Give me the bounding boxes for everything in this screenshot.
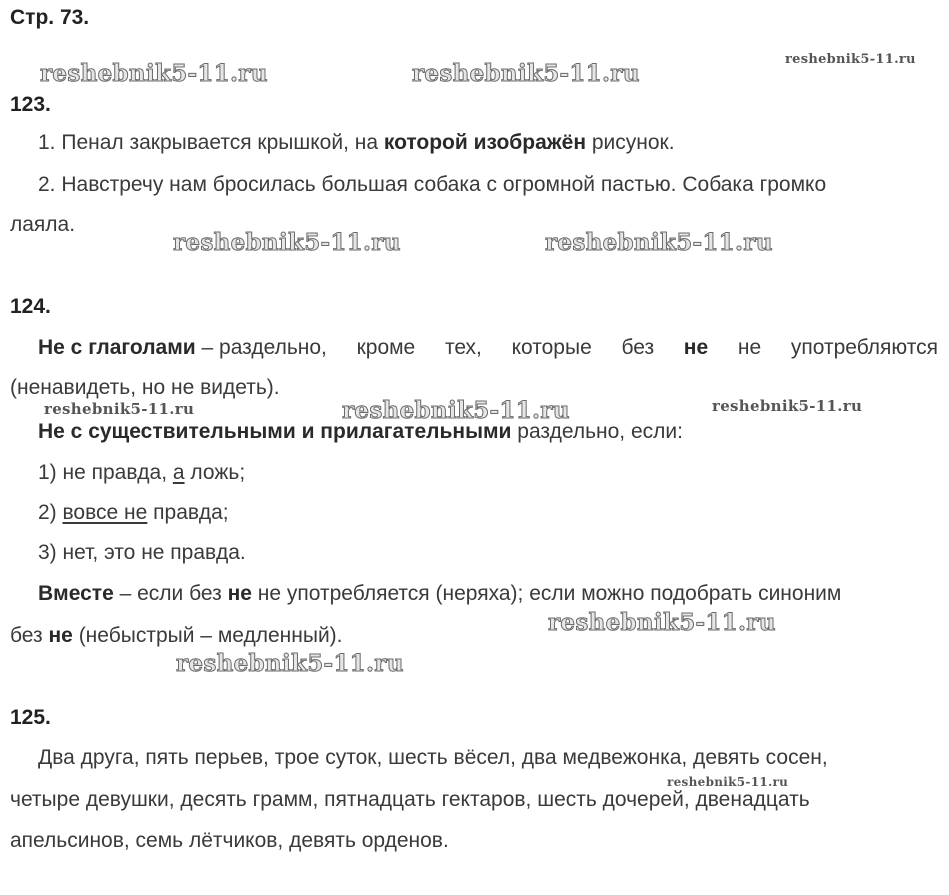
watermark: reshebnik5-11.ru [785,52,916,67]
rule-verbs-line-1: Не с глаголами – раздельно, кроме тех, которые без не не употребляются [38,336,938,359]
list-item: 3) нет, это не правда. [38,541,246,564]
answer-line-2: четыре девушки, десять грамм, пятнадцать гектаров, шесть дочерей, двенадцать [10,788,810,811]
list-item: 2) вовсе не правда; [38,501,229,524]
exercise-number: 124. [10,295,51,318]
watermark: reshebnik5-11.ru [44,400,195,418]
sentence-2-line-2: лаяла. [10,213,76,236]
watermark: reshebnik5-11.ru [40,60,268,87]
rule-nouns-adjectives: Не с существительными и прилагательными раздельно, если: [38,420,683,443]
watermark: reshebnik5-11.ru [667,775,789,789]
answer-line-1: Два друга, пять перьев, трое суток, шесть вёсел, два медвежонка, девять сосен, [38,746,828,769]
exercise-number: 125. [10,706,51,729]
watermark: reshebnik5-11.ru [342,397,570,424]
watermark: reshebnik5-11.ru [412,60,640,87]
exercise-number: 123. [10,93,51,116]
sentence-1: 1. Пенал закрывается крышкой, на которой изображён рисунок. [38,131,675,154]
answer-line-3: апельсинов, семь лётчиков, девять орденов. [10,829,449,852]
page-label: Стр. 73. [10,6,90,29]
rule-together-line-1: Вместе – если без не не употребляется (неряха); если можно подобрать синоним [38,582,842,605]
rule-verbs-line-2: (ненавидеть, но не видеть). [10,376,280,399]
watermark: reshebnik5-11.ru [173,229,401,256]
watermark: reshebnik5-11.ru [176,650,404,677]
rule-together-line-2: без не (небыстрый – медленный). [10,624,343,647]
watermark: reshebnik5-11.ru [545,229,773,256]
list-item: 1) не правда, а ложь; [38,461,246,484]
watermark: reshebnik5-11.ru [712,397,863,415]
watermark: reshebnik5-11.ru [548,609,776,636]
sentence-2-line-1: 2. Навстречу нам бросилась большая собака с огромной пастью. Собака громко [38,173,827,196]
